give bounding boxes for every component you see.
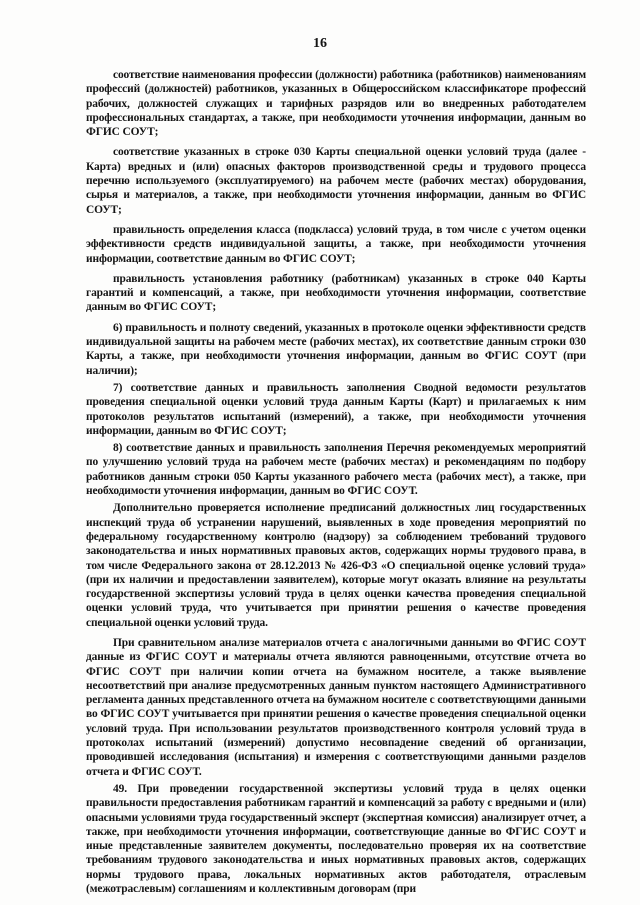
paragraph-profession-match: соответствие наименования профессии (должности) работника (работников) наименованиям профессий (должностей) работников, указанных в Общероссийском классификаторе профессий рабочих, должностей служащих и тарифных разрядов или во внедренных работодателем профессиональных стандартах, а также, при необходимости уточнения информации, данным во ФГИС СОУТ; <box>86 69 586 139</box>
page-number: 16 <box>313 36 327 51</box>
paragraph-item-49: 49. При проведении государственной экспертизы условий труда в целях оценки правильности предоставления работникам гарантий и компенсаций за работу с вредными и (или) опасными условиями труда государственный эксперт (экспертная комиссия) анализирует отчет, а также, при необходимости уточнения информации, соответствующие данные во ФГИС СОУТ и иные представленные заявителем документы, последовательно проверяя их на соответствие требованиям трудового законодательства и иных нормативных правовых актов, содержащих нормы трудового права, локальных нормативных актов работодателя, отраслевым (межотраслевым) соглашениям и коллективным договорам (при <box>86 782 586 896</box>
paragraph-item-7: 7) соответствие данных и правильность заполнения Сводной ведомости результатов проведения специальной оценки условий труда данным Карты (Карт) и прилагаемых к ним протоколов результатов испытаний (измерений), а также, при необходимости уточнения информации, данным во ФГИС СОУТ; <box>86 381 586 437</box>
document-body <box>86 68 586 902</box>
paragraph-additional-check: Дополнительно проверяется исполнение предписаний должностных лиц государственных инспекций труда об устранении нарушений, выявленных в ходе проведения мероприятий по федеральному государственному контролю (надзору) за соблюдением требований трудового законодательства и иных нормативных правовых актов, содержащих нормы трудового права, в том числе Федерального закона от 28.12.2013 № 426-ФЗ «О специальной оценке условий труда» (при их наличии и предоставлении заявителем), которые могут оказать влияние на результаты государственной экспертизы условий труда в целях оценки качества проведения специальной оценки условий труда, что учитывается при принятии решения о качестве проведения специальной оценки условий труда. <box>86 502 586 629</box>
paragraph-comparative-analysis: При сравнительном анализе материалов отчета с аналогичными данными во ФГИС СОУТ данные из ФГИС СОУТ и материалы отчета являются равноценными, отсутствие отчета во ФГИС СОУТ при наличии копии отчета на бумажном носителе, а также выявление несоответствий при анализе предусмотренных данным пунктом настоящего Административного регламента данных представленного отчета на бумажном носителе с соответствующими данными во ФГИС СОУТ учитывается при принятии решения о качестве проведения специальной оценки условий труда. При использовании результатов производственного контроля условий труда в протоколах испытаний (измерений) допустимо несовпадение сведений об организации, проводившей исследования (испытания) и измерения с соответствующими данными разделов отчета и ФГИС СОУТ. <box>86 636 586 778</box>
paragraph-class-determination: правильность определения класса (подкласса) условий труда, в том числе с учетом оценки эффективности средств индивидуальной защиты, а также, при необходимости уточнения информации, соответствие данным во ФГИС СОУТ; <box>86 223 586 265</box>
paragraph-harmful-factors: соответствие указанных в строке 030 Карты специальной оценки условий труда (далее - Карта) вредных и (или) опасных факторов производственной среды и трудового процесса перечню используемого (эксплуатируемого) на рабочем месте (рабочих местах) оборудования, сырья и материалов, а также, при необходимости уточнения информации, данным во ФГИС СОУТ; <box>86 146 586 216</box>
paragraph-item-6: 6) правильность и полноту сведений, указанных в протоколе оценки эффективности средств индивидуальной защиты на рабочем месте (рабочих местах), их соответствие данным строки 030 Карты, а также, при необходимости уточнения информации, данным во ФГИС СОУТ (при наличии); <box>86 321 586 377</box>
paragraph-item-8: 8) соответствие данных и правильность заполнения Перечня рекомендуемых мероприятий по улучшению условий труда на рабочем месте (рабочих местах) и рекомендациям по подбору работников данным строки 050 Карты указанного рабочего места (рабочих мест), а также, при необходимости уточнения информации, данным во ФГИС СОУТ. <box>86 442 586 498</box>
paragraph-guarantees: правильность установления работнику (работникам) указанных в строке 040 Карты гарантий и компенсаций, а также, при необходимости уточнения информации, соответствие данным во ФГИС СОУТ; <box>86 272 586 314</box>
